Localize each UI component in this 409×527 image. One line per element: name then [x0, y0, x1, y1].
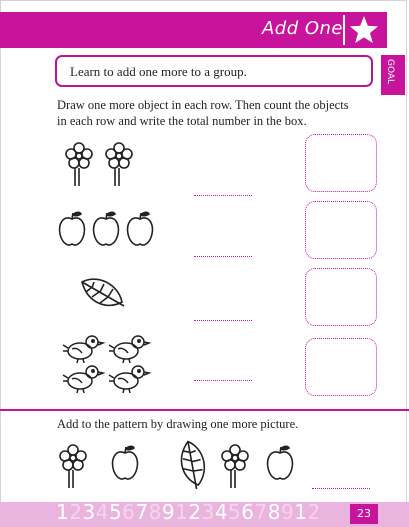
goal-text: Learn to add one more to a group.: [70, 64, 247, 79]
footer-number: 6: [122, 500, 136, 524]
row-2-answer-box[interactable]: [305, 201, 377, 259]
bird-icon: [109, 366, 149, 393]
footer-number: 5: [108, 500, 123, 524]
goal-tab: [381, 55, 405, 95]
row-3-answer-box[interactable]: [305, 268, 377, 326]
footer-number: 3: [201, 500, 215, 524]
flower-icon: [66, 143, 92, 186]
row-3-objects: [78, 276, 128, 312]
leaf-icon: [82, 279, 124, 306]
footer-number: 4: [214, 500, 229, 524]
goal-tab-label: GOAL: [385, 59, 395, 85]
footer-number: 6: [241, 500, 255, 524]
apple-icon: [128, 212, 153, 245]
footer-number: 9: [280, 500, 295, 524]
footer-number: 8: [148, 500, 162, 524]
row-1-objects: [64, 136, 164, 191]
row-3-draw-line[interactable]: [194, 320, 252, 321]
row-2-objects: [57, 210, 167, 255]
header-divider: [343, 15, 345, 45]
apple-icon: [94, 212, 119, 245]
star-icon: [348, 14, 380, 46]
page-number-box: [350, 504, 378, 524]
row-4-objects: [66, 334, 156, 394]
footer-number: 1: [294, 500, 308, 524]
row-1-draw-line[interactable]: [194, 195, 252, 196]
footer-number: 1: [175, 500, 189, 524]
section-divider: [0, 409, 409, 411]
footer-number: 3: [82, 500, 96, 524]
footer-number: 5: [228, 500, 242, 524]
apple-icon: [113, 446, 138, 479]
footer-number-strip: [56, 500, 321, 524]
goal-box: [55, 55, 373, 87]
leaf-icon: [170, 440, 218, 489]
instructions-line-2: in each row and write the total number in the box.: [57, 114, 307, 128]
footer-number: 7: [254, 500, 268, 524]
instructions: [57, 97, 377, 129]
footer-number: 2: [188, 500, 202, 524]
footer-number: 1: [56, 500, 70, 524]
row-4-answer-box[interactable]: [305, 338, 377, 396]
pattern-instruction: Add to the pattern by drawing one more picture.: [57, 417, 299, 431]
bird-icon: [109, 336, 149, 363]
footer-number: 2: [69, 500, 83, 524]
page-title: Add One: [261, 18, 343, 39]
footer-number: 4: [95, 500, 109, 524]
page-number: 23: [357, 507, 371, 520]
pattern-draw-line[interactable]: [312, 488, 370, 489]
instructions-line-1: Draw one more object in each row. Then count the objects: [57, 98, 349, 112]
apple-icon: [60, 212, 85, 245]
pattern-objects: [58, 440, 308, 496]
bird-icon: [63, 366, 103, 393]
row-2-draw-line[interactable]: [194, 256, 252, 257]
flower-icon: [106, 143, 132, 186]
footer-number: 7: [135, 500, 149, 524]
bird-icon: [63, 336, 103, 363]
footer-number: 8: [267, 500, 281, 524]
apple-icon: [268, 446, 293, 479]
flower-icon: [60, 445, 86, 488]
row-4-draw-line[interactable]: [194, 380, 252, 381]
footer-number: 2: [307, 500, 321, 524]
row-1-answer-box[interactable]: [305, 134, 377, 192]
flower-icon: [222, 445, 248, 488]
footer-number: 9: [161, 500, 176, 524]
